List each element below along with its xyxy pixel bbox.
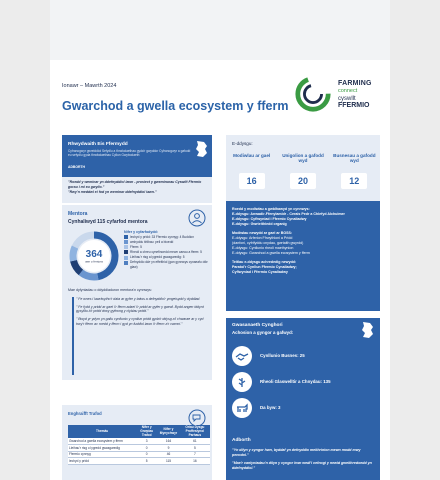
table-cell: 115 [157,458,180,465]
advisory-quote: "Yn dilyn y cyngor hwn, byddaf yn defnyddio meithrinion mewn modd mwy penodol." [232,448,361,457]
table-header: Themâu [68,425,136,438]
table-header: Oriau Dysgu Proffesiynol Parhaus [180,425,210,438]
stat-label: Unigolion a gafodd wyd [282,153,324,164]
mentoring-subtitle: Cynhaliwyd 115 cyfarfod mentora [68,219,148,225]
stat-value: 16 [239,173,265,189]
stat-businesses [331,153,377,189]
network-feedback-heading: ADBORTH [68,165,85,169]
legend-item [124,255,214,259]
mentoring-quote: " Fe fydd y pridd ar gael i'r fferm adael i'r pridd ar gyfer y gaeaf. Bydd angen iddynt gysylltu â'r pridd drwy gyfrwng y clybiau pridd." [76,304,204,314]
legend-swatch [124,240,128,244]
network-quotes [68,180,206,195]
logo-text-3: cyswllt [338,96,356,102]
legend-label: Rheoli a chreu cynefinoedd mewn caeau a fferm: 5 [130,250,202,255]
table-cell: 3 [136,438,157,444]
legend-item [124,235,214,239]
network-quote: "Rwy'n meddwl ei fod yn weminar ddefnyddiol iawn." [68,190,157,194]
legend-swatch [124,261,128,265]
table-cell: 5 [180,444,210,451]
elearning-note: Modiwlau newydd ar gael ar BOSS: [232,231,293,235]
legend-item [124,240,214,244]
page-title: Gwarchod a gwella ecosystem y fferm [62,99,289,113]
mentoring-quote: " Bwyd yr ydym yn gallu cynllunio y cynllun pridd gyda'r ddysg a'i chwarae ar y cyd trwy'r fferm ac roedd y fferm i gyd yn fuddiol iawn i'r fferm a'r cwmni." [76,317,204,326]
donut-value: 364 [85,249,103,260]
elearning-note: E-ddysgu: Arferion Ffrwythloni a Pridd [232,236,293,240]
legend-swatch [124,256,128,260]
service-label: Rheoli Glaswelltir a Chnydau: 135 [260,379,331,384]
table-cell: 0 [136,451,157,458]
legend-swatch [124,235,128,239]
legend-label: Fferm: 5 [130,245,142,250]
donut-unit: awr o fentora [85,259,103,264]
breakdown-legend [124,235,214,270]
table-cell: 0 [136,444,157,451]
mentor-icon [188,209,206,227]
wales-map-icon [194,140,210,158]
farming-connect-logo [294,75,390,115]
stat-value: 20 [290,173,316,189]
table-row [68,444,210,451]
report-date: Ionawr – Mawrth 2024 [62,83,117,89]
table-cell: Lleihau'r risg o lygredd gwasgaredig [68,444,136,451]
elearning-note: Roedd y modiwlau a gwblhawyd yn cynnwys: [232,207,310,211]
advisory-feedback-heading: Adborth [232,438,251,443]
table-row [68,451,210,458]
logo-text-1: FARMING [338,80,372,87]
service-label: Da byw: 3 [260,405,281,410]
legend-label: Iechyd y pridd: 33 Ffermio cynnyg: 4 Buddion [130,235,194,239]
mentoring-quotes [76,297,208,330]
legend-swatch [124,245,128,249]
elearning-note: Teitlau e-ddysgu achrededig newydd: [232,260,297,264]
advisory-quotes [232,448,374,474]
table-cell: Iechyd y pridd [68,458,136,465]
elearning-card [226,135,380,311]
mentoring-intro: Mae dyfyniadau o ddyddiaduron mentora'n cynnwys: [68,288,152,292]
stat-modules [229,153,275,189]
service-livestock [232,398,372,420]
legend-item [124,245,214,249]
table-cell: 46 [157,451,180,458]
table-row [68,458,210,465]
legend-label: amhyddu tirlibau: pell a bioedd [130,240,174,245]
table-cell: Ffermio cynnyg [68,451,136,458]
stat-value: 12 [341,173,367,189]
advisory-card [226,318,380,480]
top-band [50,0,390,60]
mentoring-donut-chart [68,230,120,282]
table-cell: 61 [180,438,210,444]
stat-individuals [280,153,326,189]
mentoring-quote: " Fe wnes i lawrlwytho'r data ar gyfer y tatws a defnyddio'r ymgeisydd y dyddiad. [76,297,201,301]
elearning-note: E-ddysgu: Gwarchod a gwella ecosystem y fferm [232,251,310,255]
elearning-note: E-ddysgu: Cynllunio rheoli maethynion [232,246,294,250]
elearning-note: Cyflwyniad i Ffermio Cynaliadwy [232,270,288,274]
elearning-note: E-ddysgu: Anwadir-Ffenylamidr - Cerais Pedr a Chlefyd Alchuimer [232,212,345,216]
mentoring-card [62,205,212,380]
stat-label: Busnesau a gafodd wyd [333,153,376,164]
table-cell: 5 [136,458,157,465]
crops-icon [232,372,252,392]
discussion-card [62,405,212,480]
mentoring-title: Mentora [68,211,88,217]
table-cell: 164 [157,438,180,444]
elearning-note: (danfoni, cyfrifyddu cnydau, gwrtaith gwyrdd) [232,241,304,245]
logo-text-4: FFERMIO [338,102,370,109]
legend-label: Defnyddio dŵr yn effeithiol (gan gynnwys cynaeafu dŵr glaw) [130,260,208,269]
quote-rule [72,297,74,375]
advisory-subtitle: Achosion a gyngor a gafwyd: [232,330,294,335]
network-title: Rhwydwaith Eis Ffermydd [68,142,128,147]
table-cell: Gwarchod a gwella ecosystem y fferm [68,438,136,444]
stat-label: Modiwlau ar gael [233,153,271,158]
table-header: Nifer y Mynychwyr [157,425,180,438]
service-grassland [232,372,372,394]
network-description: Cyfranogwyr gwreiddiol Sefydlu a thrafodaethau gyda'r gwyddor Cyfranogwyr a gafodd eu sefydlu gyda thrafodaethau Cyllun Gwybodaeth [68,149,191,157]
table-header: Nifer y Grwpiau Trafod [136,425,157,438]
legend-swatch [124,250,128,254]
legend-item [124,260,214,269]
livestock-icon [232,398,252,418]
elearning-note: E-ddysgu: Gwrteithiedd organig [232,222,287,226]
page [50,0,390,480]
wales-map-icon [360,321,376,339]
logo-ring-icon [294,75,332,113]
discussion-title: Enghraifft Trafod [68,411,102,416]
table-cell: 7 [180,451,210,458]
advisory-quote: "Mae'r canlyniadau'n dilyn y cyngor hwn wedi'i cefnogi y newid gweithredoedd yn ddefnyddiol." [232,461,372,470]
network-card [62,135,212,203]
table-cell: 9 [157,444,180,451]
elearning-notes [226,201,380,311]
elearning-stats [226,153,380,189]
elearning-note: Paratoi'r Cynllun Ffermio Cynaliadwy; [232,265,297,269]
handshake-icon [232,346,252,366]
network-quote: "Roedd y weminar yn ddefnyddiol iawn - prosiect y gweminarau Cyswllt Ffermio gorau i mi eu gwylio." [68,180,202,189]
table-cell: 16 [180,458,210,465]
discussion-table [68,425,210,465]
legend-item [124,250,214,254]
table-header-row [68,425,210,438]
breakdown-title: Nifer y cyfarfodydd: [124,230,158,234]
elearning-note: E-ddysgu: Cyflwyniad i Ffermio Cynaliadwy [232,217,307,221]
elearning-heading: E-ddysgu: [232,141,253,146]
service-label: Cynllunio Busnes: 25 [260,353,305,358]
logo-text-2: connect [338,88,358,94]
advisory-title: Gwasanaeth Cynghori [232,323,283,328]
legend-label: Lleihau'r risg a lygredd gwasgaredig: 5 [130,255,185,260]
service-business [232,346,372,368]
